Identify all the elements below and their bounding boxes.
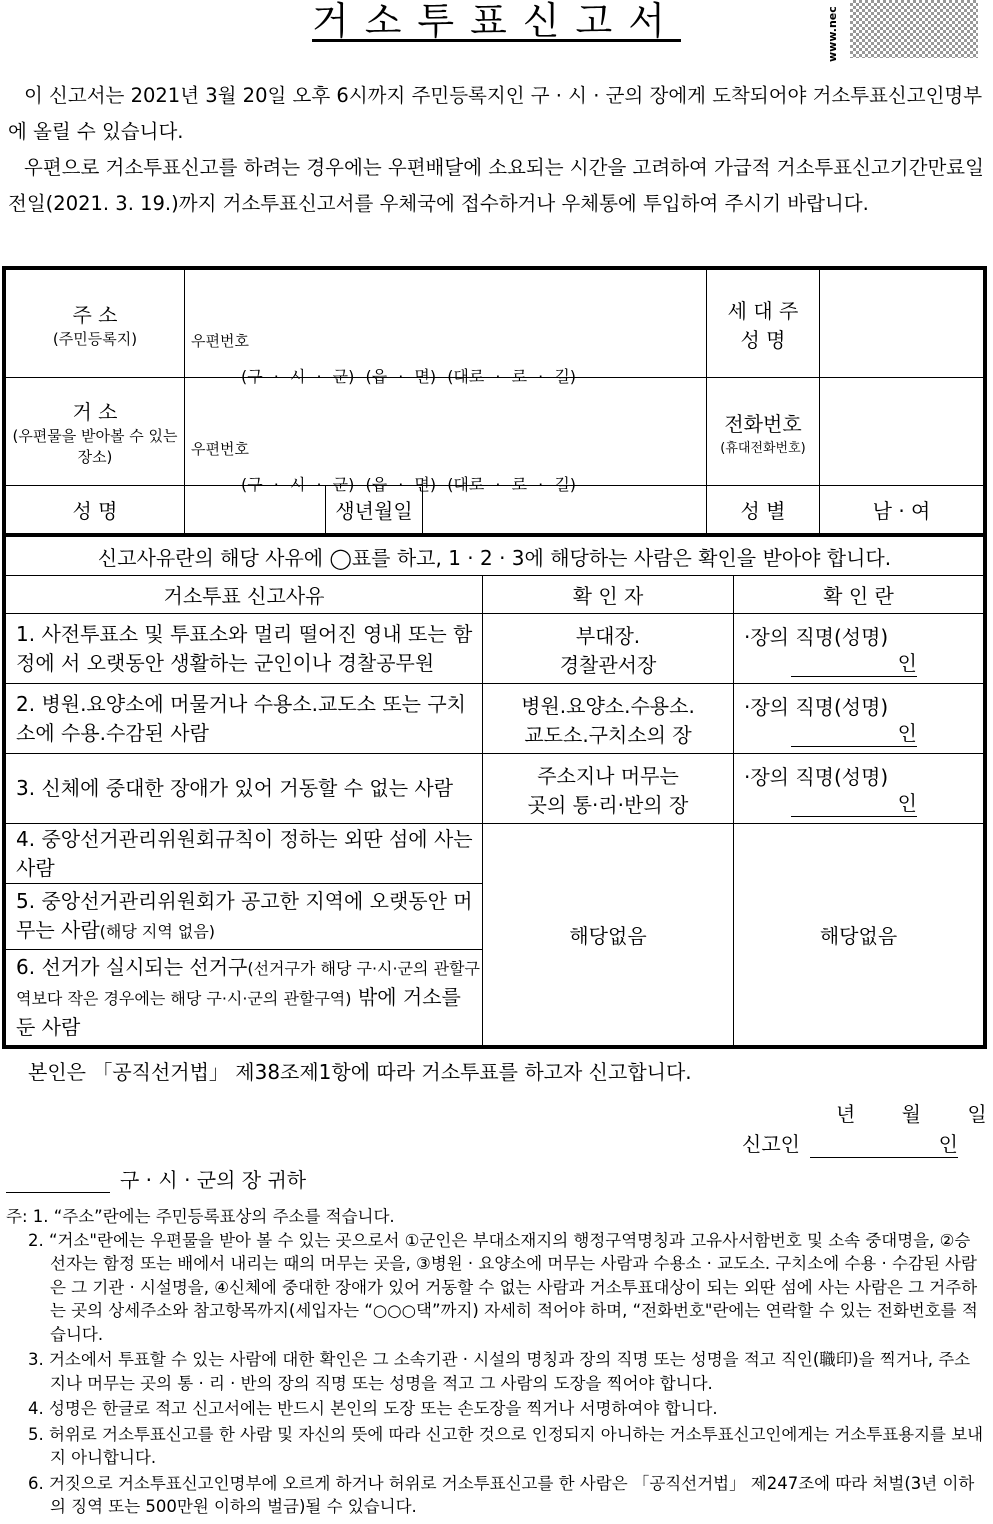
confirm-seal-2: 인 [791,717,917,747]
residence-label-cell [6,378,185,486]
birth-label: 생년월일 [326,486,423,534]
sex-label: 성 별 [707,486,820,534]
declaration-text: 본인은 「공직선거법」 제38조제1항에 따라 거소투표를 하고자 신고합니다. [28,1060,692,1084]
confirm-seal-1: 인 [791,647,917,677]
confirmer-2-line1: 병원.요양소.수용소. [521,693,695,718]
reason-instruction: 신고사유란의 해당 사유에 ◯표를 하고, 1 · 2 · 3에 해당하는 사람은 확인을 받아야 합니다. [6,535,984,576]
signer-line [742,1128,958,1158]
address-sublabel: (주민등록지) [52,329,138,348]
address-zip-label: 우편번호 [191,331,249,350]
address-parts-label: (구 · 시 · 군) (읍 · 면) (대로 · 로 · 길) [241,366,577,386]
confirmer-3-line2: 곳의 통·리·반의 장 [527,792,689,817]
phone-sublabel: (휴대전화번호) [720,440,806,456]
signer-signature-field[interactable]: 인 [810,1128,958,1158]
personal-info-table [5,269,984,494]
confirmer-column-header: 확 인 자 [483,576,734,614]
confirmer-cell-1 [483,614,734,684]
confirm-title-1: ·장의 직명(성명) [744,624,889,649]
note-6: 6. 거짓으로 거소투표신고인명부에 오르게 하거나 허위로 거소투표신고를 한 사람은 「공직선거법」 제247조에 따라 처벌(3년 이하의 징역 또는 500만원 이하의 벌금)될 수 있습니다. [28,1473,975,1516]
note-4: 4. 성명은 한글로 적고 신고서에는 반드시 본인의 도장 또는 손도장을 찍거나 서명하여야 합니다. [28,1399,718,1418]
reason-row-6[interactable] [6,950,483,1046]
confirmer-not-applicable: 해당없음 [483,824,734,1046]
confirm-cell-3[interactable] [734,754,984,824]
confirmer-2-line2: 교도소.구치소의 장 [524,722,692,747]
confirm-title-3: ·장의 직명(성명) [744,764,889,789]
reason-row-4[interactable]: 4. 중앙선거관리위원회규칙이 정하는 외딴 섬에 사는 사람 [6,824,483,884]
note-3: 3. 거소에서 투표할 수 있는 사람에 대한 확인은 그 소속기관 · 시설의 명칭과 장의 직명 또는 성명을 적고 직인(職印)을 찍거나, 주소지나 머무는 곳의 통 · 리 · 반의 장의 직명 또는 성명을 적고 그 사람의 도장을 찍어야 합니다. [28,1350,971,1393]
addressee-text: 구 · 시 · 군의 장 귀하 [120,1168,307,1192]
intro-text [8,78,990,222]
reason-row-5[interactable] [6,884,483,950]
note-5: 5. 허위로 거소투표신고를 한 사람 및 자신의 뜻에 따라 신고한 것으로 인정되지 아니하는 거소투표신고인에게는 거소투표용지를 보내지 아니합니다. [28,1424,984,1467]
signer-label: 신고인 [742,1132,800,1156]
residence-parts-label: (구 · 시 · 군) (읍 · 면) (대로 · 로 · 길) [241,474,577,494]
notes-section [6,1205,984,1521]
addressee-blank-field[interactable] [6,1168,110,1193]
confirm-not-applicable: 해당없음 [734,824,984,1046]
confirm-cell-2[interactable] [734,684,984,754]
intro-paragraph-2: 우편으로 거소투표신고를 하려는 경우에는 우편배달에 소요되는 시간을 고려하여 가급적 거소투표신고기간만료일 전일(2021. 3. 19.)까지 거소투표신고서를 우체국에 접수하거나 우체통에 투입하여 주시기 바랍니다. [8,156,984,215]
reason-table [5,533,984,1046]
confirm-cell-1[interactable] [734,614,984,684]
confirm-seal-3: 인 [791,787,917,817]
confirmer-1-line2: 경찰관서장 [559,652,657,677]
householder-name-field[interactable] [820,270,984,378]
phone-field[interactable] [820,378,984,486]
householder-label-cell [707,270,820,378]
side-url-text: www.nec [826,6,839,62]
householder-label: 세 대 주 [727,298,799,323]
address-label: 주 소 [72,302,118,327]
address-field[interactable] [185,270,707,386]
name-label: 성 명 [6,486,185,534]
householder-name-label: 성 명 [740,327,786,352]
reason-column-header: 거소투표 신고사유 [6,576,483,614]
sex-field[interactable]: 남 · 여 [820,486,984,534]
phone-label-cell [707,378,820,486]
qr-code-image [850,0,978,58]
confirm-column-header: 확 인 란 [734,576,984,614]
intro-paragraph-1: 이 신고서는 2021년 3월 20일 오후 6시까지 주민등록지인 구 · 시 · 군의 장에게 도착되어야 거소투표신고인명부에 올릴 수 있습니다. [8,84,983,143]
phone-label: 전화번호 [724,411,802,436]
reason-row-5-note: (해당 지역 없음) [99,922,216,941]
residence-zip-label: 우편번호 [191,439,249,458]
addressee-line [6,1164,306,1193]
residence-field[interactable] [185,378,707,494]
reason-row-2[interactable]: 2. 병원.요양소에 머물거나 수용소.교도소 또는 구치소에 수용.수감된 사람 [6,684,483,754]
confirm-title-2: ·장의 직명(성명) [744,694,889,719]
confirmer-cell-2 [483,684,734,754]
reason-row-3[interactable]: 3. 신체에 중대한 장애가 있어 거동할 수 없는 사람 [6,754,483,824]
address-label-cell [6,270,185,378]
confirmer-3-line1: 주소지나 머무는 [537,763,679,788]
reason-row-5-text: 5. 중앙선거관리위원회가 공고한 지역에 오랫동안 머무는 사람 [16,889,473,942]
confirmer-cell-3 [483,754,734,824]
reason-row-6-note: (선거구가 해당 구·시·군의 관할구역보다 작은 경우에는 해당 구·시·군의 관할구역) [16,959,480,1008]
date-line[interactable]: 년 월 일 [836,1102,987,1126]
residence-label: 거 소 [72,400,118,424]
form-box [2,266,987,1049]
confirmer-1-line1: 부대장. [575,623,641,648]
reason-row-6-tail: 밖에 거소를 둔 사람 [16,985,461,1039]
form-title: 거소투표신고서 [312,0,681,43]
residence-sublabel: (우편물을 받아볼 수 있는 장소) [12,427,178,466]
reason-row-1[interactable]: 1. 사전투표소 및 투표소와 멀리 떨어진 영내 또는 함정에 서 오랫동안 생활하는 군인이나 경찰공무원 [6,614,483,684]
reason-row-6-text: 6. 선거가 실시되는 선거구 [16,955,248,979]
note-1: 주: 1. “주소”란에는 주민등록표상의 주소를 적습니다. [6,1207,395,1226]
note-2: 2. “거소"란에는 우편물을 받아 볼 수 있는 곳으로서 ①군인은 부대소재지의 행정구역명칭과 고유사서함번호 및 소속 중대명을, ②승선자는 함정 또는 배에서 내리는 때의 머무는 곳을, ③병원 · 요양소에 머무는 사람과 수용소 · 교도소. 구치소에 수용 · 수감된 사람은 그 기관 · 시설명을, ④신체에 중대한 장애가 있어 거동할 수 없는 사람과 거소투표대상이 되는 외딴 섬에 사는 사람은 그 거주하는 곳의 상세주소와 참고항목까지(세입자는 “○○○댁”까지) 자세히 적어야 하며, “전화번호"란에는 연락할 수 있는 전화번호를 적습니다. [28,1230,978,1344]
